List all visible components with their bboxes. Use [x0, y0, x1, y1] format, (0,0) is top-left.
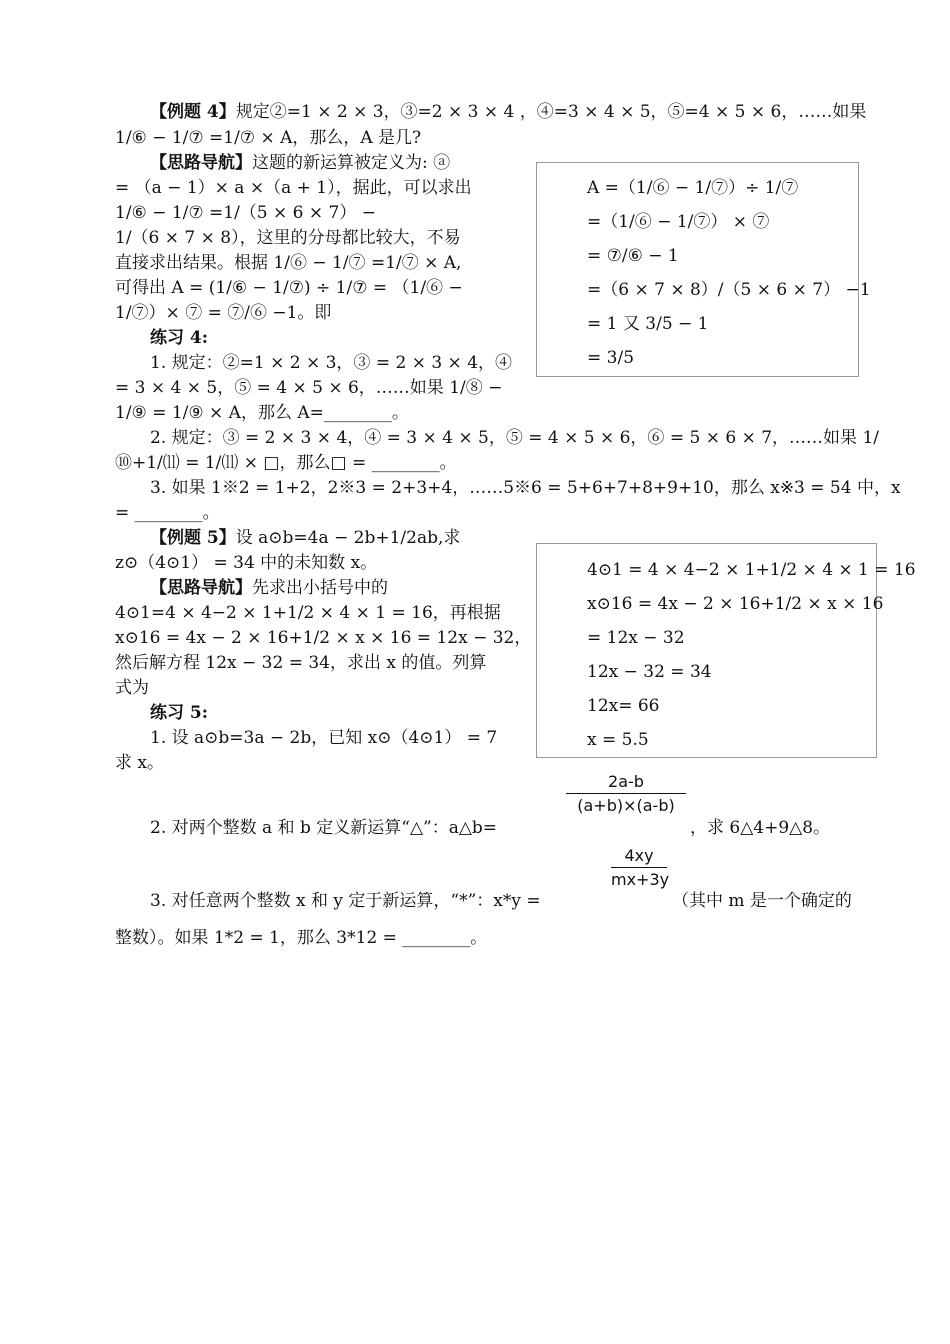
- fraction-denominator: (a+b)×(a-b): [577, 796, 675, 815]
- fraction-star-definition: [611, 846, 670, 889]
- solution-5-step-4: 12x − 32 = 34: [587, 662, 712, 682]
- solution-5-step-2: x⊙16 = 4x − 2 × 16+1/2 × x × 16: [587, 594, 884, 614]
- guide-5-tag: 【思路导航】: [150, 578, 252, 598]
- guide-4-line-1: 【思路导航】这题的新运算被定义为: ⓐ: [150, 153, 451, 173]
- practice-5-title: 练习 5:: [150, 703, 209, 723]
- solution-5-step-3: = 12x − 32: [587, 628, 685, 648]
- practice-4-q1-line-2: = 3 × 4 × 5，⑤ = 4 × 5 × 6，……如果 1/⑧ −: [115, 378, 503, 398]
- practice-5-q1-line-1: 1. 设 a⊙b=3a − 2b，已知 x⊙（4⊙1） = 7: [150, 728, 498, 748]
- example-4-line-2: 1/⑥ − 1/⑦ =1/⑦ × A，那么，A 是几?: [115, 128, 422, 148]
- practice-4-title: 练习 4:: [150, 328, 209, 348]
- solution-4-step-3: = ⑦/⑥ − 1: [587, 246, 679, 266]
- guide-5-line-4: 然后解方程 12x − 32 = 34，求出 x 的值。列算: [115, 653, 487, 673]
- guide-4-line-2: = （a − 1）× a ×（a + 1），据此，可以求出: [115, 178, 472, 198]
- guide-5-line-1: 【思路导航】先求出小括号中的: [150, 578, 388, 598]
- solution-5-step-1: 4⊙1 = 4 × 4−2 × 1+1/2 × 4 × 1 = 16: [587, 560, 916, 580]
- example-5-line-1: 【例题 5】设 a⊙b=4a − 2b+1/2ab,求: [150, 528, 461, 548]
- solution-4-step-5: = 1 又 3/5 − 1: [587, 314, 709, 334]
- solution-box-5: [536, 543, 916, 758]
- guide-5-line-3: x⊙16 = 4x − 2 × 16+1/2 × x × 16 = 12x − 32，: [115, 628, 532, 648]
- practice-4-q1-line-1: 1. 规定：②=1 × 2 × 3，③ = 2 × 3 × 4，④: [150, 353, 513, 373]
- guide-4-line-6: 可得出 A = (1/⑥ − 1/⑦) ÷ 1/⑦ = （1/⑥ −: [115, 278, 463, 298]
- guide-4-line-5: 直接求出结果。根据 1/⑥ − 1/⑦ =1/⑦ × A,: [115, 253, 462, 273]
- guide-4-line-3: 1/⑥ − 1/⑦ =1/（5 × 6 × 7） −: [115, 203, 377, 223]
- practice-4-q3-line-1: 3. 如果 1※2 = 1+2，2※3 = 2+3+4，……5※6 = 5+6+7+8+9+10，那么 x※3 = 54 中，x: [150, 478, 901, 498]
- guide-5-line-2: 4⊙1=4 × 4−2 × 1+1/2 × 4 × 1 = 16，再根据: [115, 603, 501, 623]
- practice-4-q3-line-2: = ________。: [115, 503, 220, 523]
- solution-4-step-4: =（6 × 7 × 8）/（5 × 6 × 7） −1: [587, 280, 871, 300]
- solution-4-step-1: A =（1/⑥ − 1/⑦）÷ 1/⑦: [587, 178, 799, 198]
- practice-5-q3-text: 3. 对任意两个整数 x 和 y 定于新运算，“*”：x*y =: [150, 891, 541, 911]
- practice-4-q1-line-3: 1/⑨ = 1/⑨ × A，那么 A=________。: [115, 403, 409, 423]
- practice-5-q1-line-2: 求 x。: [115, 753, 164, 773]
- solution-5-step-6: x = 5.5: [587, 730, 649, 750]
- solution-5-step-5: 12x= 66: [587, 696, 660, 716]
- fraction-delta-definition: [566, 772, 686, 815]
- fraction-numerator: 4xy: [624, 846, 654, 865]
- example-4-tag: 【例题 4】: [150, 102, 236, 122]
- solution-4-step-6: = 3/5: [587, 348, 635, 368]
- solution-box-4: [536, 162, 871, 377]
- practice-4-q2-line-1: 2. 规定：③ = 2 × 3 × 4，④ = 3 × 4 × 5，⑤ = 4 × 5 × 6，⑥ = 5 × 6 × 7，……如果 1/: [150, 428, 879, 448]
- fraction-denominator: mx+3y: [611, 870, 670, 889]
- guide-4-line-7: 1/⑦）× ⑦ = ⑦/⑥ −1。即: [115, 303, 332, 323]
- practice-5-q3-tail: （其中 m 是一个确定的: [672, 891, 852, 911]
- practice-5-q2-tail: ，求 6△4+9△8。: [690, 818, 831, 838]
- guide-4-tag: 【思路导航】: [150, 153, 252, 173]
- example-4-line-1: 【例题 4】规定②=1 × 2 × 3，③=2 × 3 × 4 ，④=3 × 4 × 5，⑤=4 × 5 × 6，……如果: [150, 102, 867, 122]
- practice-5-q3-line-2: 整数）。如果 1*2 = 1，那么 3*12 = ________。: [115, 928, 488, 948]
- guide-5-line-5: 式为: [115, 678, 149, 698]
- example-5-line-2: z⊙（4⊙1） = 34 中的未知数 x。: [115, 553, 378, 573]
- example-5-tag: 【例题 5】: [150, 528, 236, 548]
- practice-4-q2-line-2: ⑩+1/⑾ = 1/⑾ × □，那么□ = ________。: [115, 453, 457, 473]
- guide-4-line-4: 1/（6 × 7 × 8），这里的分母都比较大，不易: [115, 228, 461, 248]
- practice-5-q2-text: 2. 对两个整数 a 和 b 定义新运算“△”：a△b=: [150, 818, 498, 838]
- solution-4-step-2: =（1/⑥ − 1/⑦） × ⑦: [587, 212, 770, 232]
- fraction-numerator: 2a-b: [608, 772, 644, 791]
